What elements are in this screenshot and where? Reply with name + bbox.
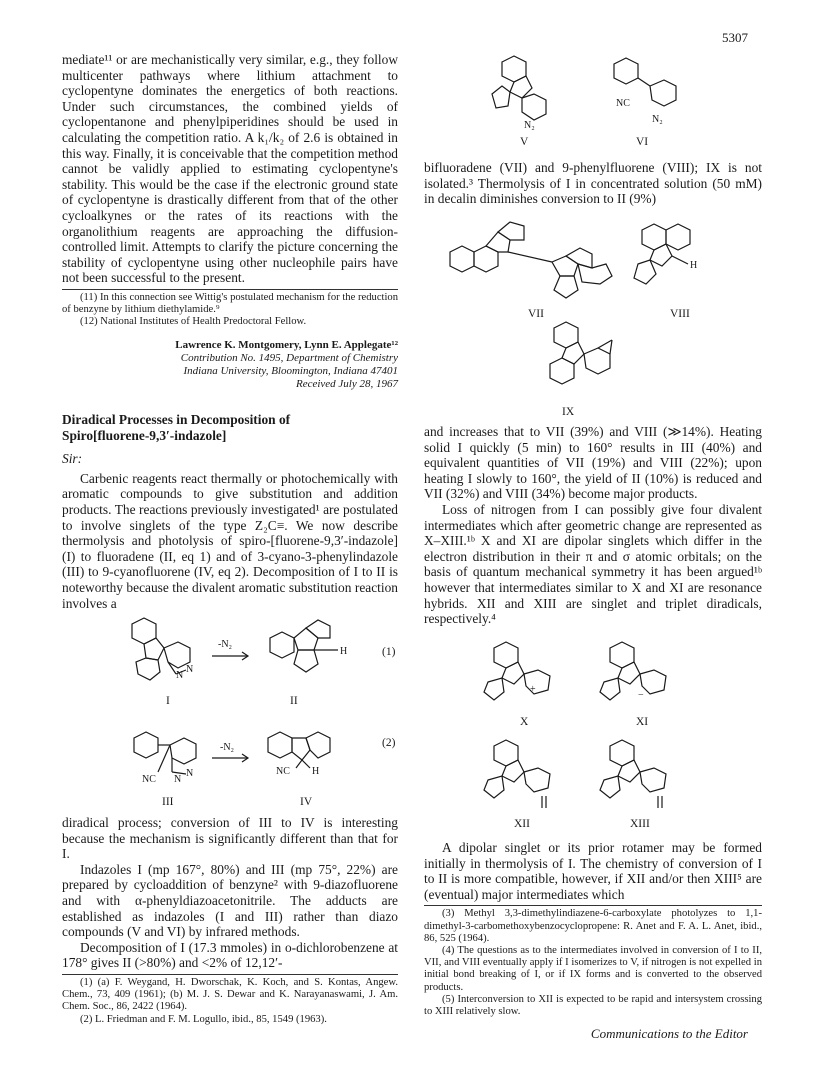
atom-NC: NC xyxy=(276,766,290,777)
structure-II xyxy=(258,616,358,680)
label-XIII: XIII xyxy=(630,818,650,830)
label-XII: XII xyxy=(514,818,530,830)
structure-III xyxy=(128,720,208,790)
label-X: X xyxy=(520,716,529,728)
article-title-line1: Diradical Processes in Decomposition of xyxy=(62,412,291,427)
salutation: Sir: xyxy=(62,451,83,467)
arrow-label-2: -N₂ xyxy=(220,742,235,753)
right-paragraph-3: Loss of nitrogen from I can possibly give four divalent intermediates which after geometric change are represented as X–XIII.¹ᵇ X and XI are dipolar singlets which differ in the electron distribution in their π and σ atomic orbitals; on the basis of quantum mechanical symmetry it has been argued¹ᵇ however that intermediates similar to X and XI are resonance hybrids. XII and XIII are singlet and triplet diradicals, respectively.⁴ xyxy=(424,501,762,627)
affiliation-line2: Indiana University, Bloomington, Indiana 47401 xyxy=(183,364,398,377)
footnote-2: (2) L. Friedman and F. M. Logullo, ibid., 85, 1549 (1963). xyxy=(80,1013,327,1025)
footnote-5: (5) Interconversion to XII is expected to be rapid and intersystem crossing to XIII relatively slow. xyxy=(424,993,762,1017)
structure-VII xyxy=(442,212,622,304)
footnote-rule xyxy=(62,289,398,290)
article-paragraph-2: diradical process; conversion of III to IV is interesting because the mechanism is significantly different than that for I. xyxy=(62,815,398,862)
footnote-12: (12) National Institutes of Health Predoctoral Fellow. xyxy=(80,316,307,328)
right-paragraph-2: and increases that to VII (39%) and VIII (≫14%). Heating solid I quickly (5 min) to 160° results in III (40%) and equivalent quantities of VII (19%) and VIII (22%); upon heating I slowly to 160°, the yield of II (10%) is reduced and VII (32%) and VIII (34%) become major products. xyxy=(424,424,762,502)
atom-N: N xyxy=(186,768,194,779)
atom-N2: N₂ xyxy=(524,120,535,131)
signature-block xyxy=(62,339,398,391)
label-VII: VII xyxy=(528,308,544,320)
label-V: V xyxy=(520,136,529,148)
article-paragraph-1: Carbenic reagents react thermally or photochemically with aromatic compounds to give substitution and addition products. The reactions previously investigated¹ are postulated to involve singlets of the type Z₂C≡. We now describe thermolysis and photolysis of spiro-[fluorene-9,3′-indazole] (I) to fluoradene (II, eq 1) and of 3-cyano-3-phenylindazole (III) to 9-cyanofluorene (IV, eq 2). Decomposition of I to II is noteworthy because the divalent aromatic substitution reaction involves a xyxy=(62,470,398,611)
footnote-1: (1) (a) F. Weygand, H. Dworschak, K. Koch, and S. Kontas, Angew. Chem., 73, 409 (1961); (b) M. J. S. Dewar and K. Narayanaswami, J. Am. Chem. Soc., 86, 2422 (1964). xyxy=(62,976,398,1013)
label-II: II xyxy=(290,695,298,707)
received-date: Received July 28, 1967 xyxy=(295,377,398,390)
label-VI: VI xyxy=(636,136,649,148)
structure-VIII xyxy=(632,220,716,300)
right-paragraph-1 xyxy=(424,160,762,207)
atom-N2: N₂ xyxy=(652,114,663,125)
atom-H: H xyxy=(340,646,348,657)
journal-section-footer: Communications to the Editor xyxy=(590,1026,748,1041)
structure-I xyxy=(120,612,200,682)
affiliation-line1: Contribution No. 1495, Department of Chemistry xyxy=(180,351,398,364)
atom-H: H xyxy=(690,260,698,271)
right-paragraphs xyxy=(424,424,762,627)
article-column-top xyxy=(62,412,398,611)
article-paragraph-4: Decomposition of I (17.3 mmoles) in o-dichlorobenzene at 178° gives II (>80%) and <2% of 12,12′- xyxy=(62,939,398,971)
footnote-3: (3) Methyl 3,3-dimethylindiazene-6-carboxylate photolyzes to 1,1-dimethyl-3-carbomethoxybenzocyclopropene: R. Anet and F. A. L. Anet, ibid., 86, 525 (1964). xyxy=(424,908,762,944)
structure-VI xyxy=(604,54,690,134)
structure-V xyxy=(488,54,558,134)
footnote-rule xyxy=(62,974,398,975)
structure-XIII xyxy=(598,738,674,814)
structure-XII xyxy=(482,738,558,814)
atom-NC: NC xyxy=(142,774,156,785)
arrow-label-1: -N₂ xyxy=(218,639,233,650)
author-names: Lawrence K. Montgomery, Lynn E. Applegate¹² xyxy=(175,338,398,351)
structure-IX xyxy=(540,318,624,402)
paragraph-text: bifluoradene (VII) and 9-phenylfluorene (VIII); IX is not isolated.³ Thermolysis of I in concentrated solution (50 mM) in decalin diminishes conversion to II (9%) xyxy=(424,160,762,207)
equation-1-number: (1) xyxy=(382,646,396,658)
article-title-line2: Spiro[fluorene-9,3′-indazole] xyxy=(62,427,227,443)
label-IV: IV xyxy=(300,796,313,808)
right-column-bottom xyxy=(424,840,762,1018)
reaction-arrow-1 xyxy=(212,652,252,660)
article-paragraph-3: Indazoles I (mp 167°, 80%) and III (mp 75°, 22%) are prepared by cycloaddition of benzyne² with 9-diazofluorene and with α-phenyldiazoacetonitrile. The adducts are established as indazoles (I and III) rather than diazo compounds (V and VI) by infrared methods. xyxy=(62,861,398,940)
structure-IV xyxy=(262,722,362,778)
left-column xyxy=(62,52,398,391)
footnote-rule xyxy=(424,905,762,906)
atom-N: N xyxy=(176,670,184,681)
structure-XI xyxy=(598,640,674,716)
label-IX: IX xyxy=(562,406,575,418)
atom-plus: + xyxy=(530,684,536,695)
label-I: I xyxy=(166,695,170,707)
structure-X xyxy=(482,640,558,716)
paragraph-continued: mediate¹¹ or are mechanistically very similar, e.g., they follow multicenter pathways where lithium attachment to cyclopentyne dominates the energetics of both reactions. Under such circumstances, the combined yields of cyclopentanone and phenylpiperidines should be used in calculating the competition ratio. A k₁/k₂ of 2.6 is obtained in this way. Finally, it is conceivable that the competition method cannot be validly applied to estimating cyclopentyne's stability. This would be the case if the electronic ground state of cyclopentyne is drastically different from that of the other cycloalkynes or the rates of its reactions with the organolithium reagents are approaching the diffusion-controlled limit. Attempts to clarify the picture concerning the stability of cyclopentyne using other nucleophile pairs have not been successful to the present. xyxy=(62,52,398,286)
article-column-bottom xyxy=(62,815,398,1026)
label-III: III xyxy=(162,796,174,808)
atom-H: H xyxy=(312,766,320,777)
atom-NC: NC xyxy=(616,98,630,109)
atom-minus: − xyxy=(638,690,644,701)
footnote-4: (4) The questions as to the intermediates involved in conversion of I to II, VII, and VIII eventually apply if I isomerizes to V, if nitrogen is not expelled in initial bond breaking of I, or if IX forms and is converted to the observed products. xyxy=(424,944,762,993)
footnote-11: (11) In this connection see Wittig's postulated mechanism for the reduction of benzyne by lithium diethylamide.⁹ xyxy=(62,291,398,316)
reaction-arrow-2 xyxy=(212,754,252,762)
label-VIII: VIII xyxy=(670,308,690,320)
page-number: 5307 xyxy=(722,30,748,45)
equation-2-number: (2) xyxy=(382,737,396,749)
label-XI: XI xyxy=(636,716,649,728)
atom-N: N xyxy=(174,774,182,785)
atom-N: N xyxy=(186,664,194,675)
right-paragraph-4: A dipolar singlet or its prior rotamer may be formed initially in thermolysis of I. The chemistry of conversion of I to II is more compatible, however, if XII and/or then XIII⁵ are (eventual) major intermediates which xyxy=(424,840,762,902)
